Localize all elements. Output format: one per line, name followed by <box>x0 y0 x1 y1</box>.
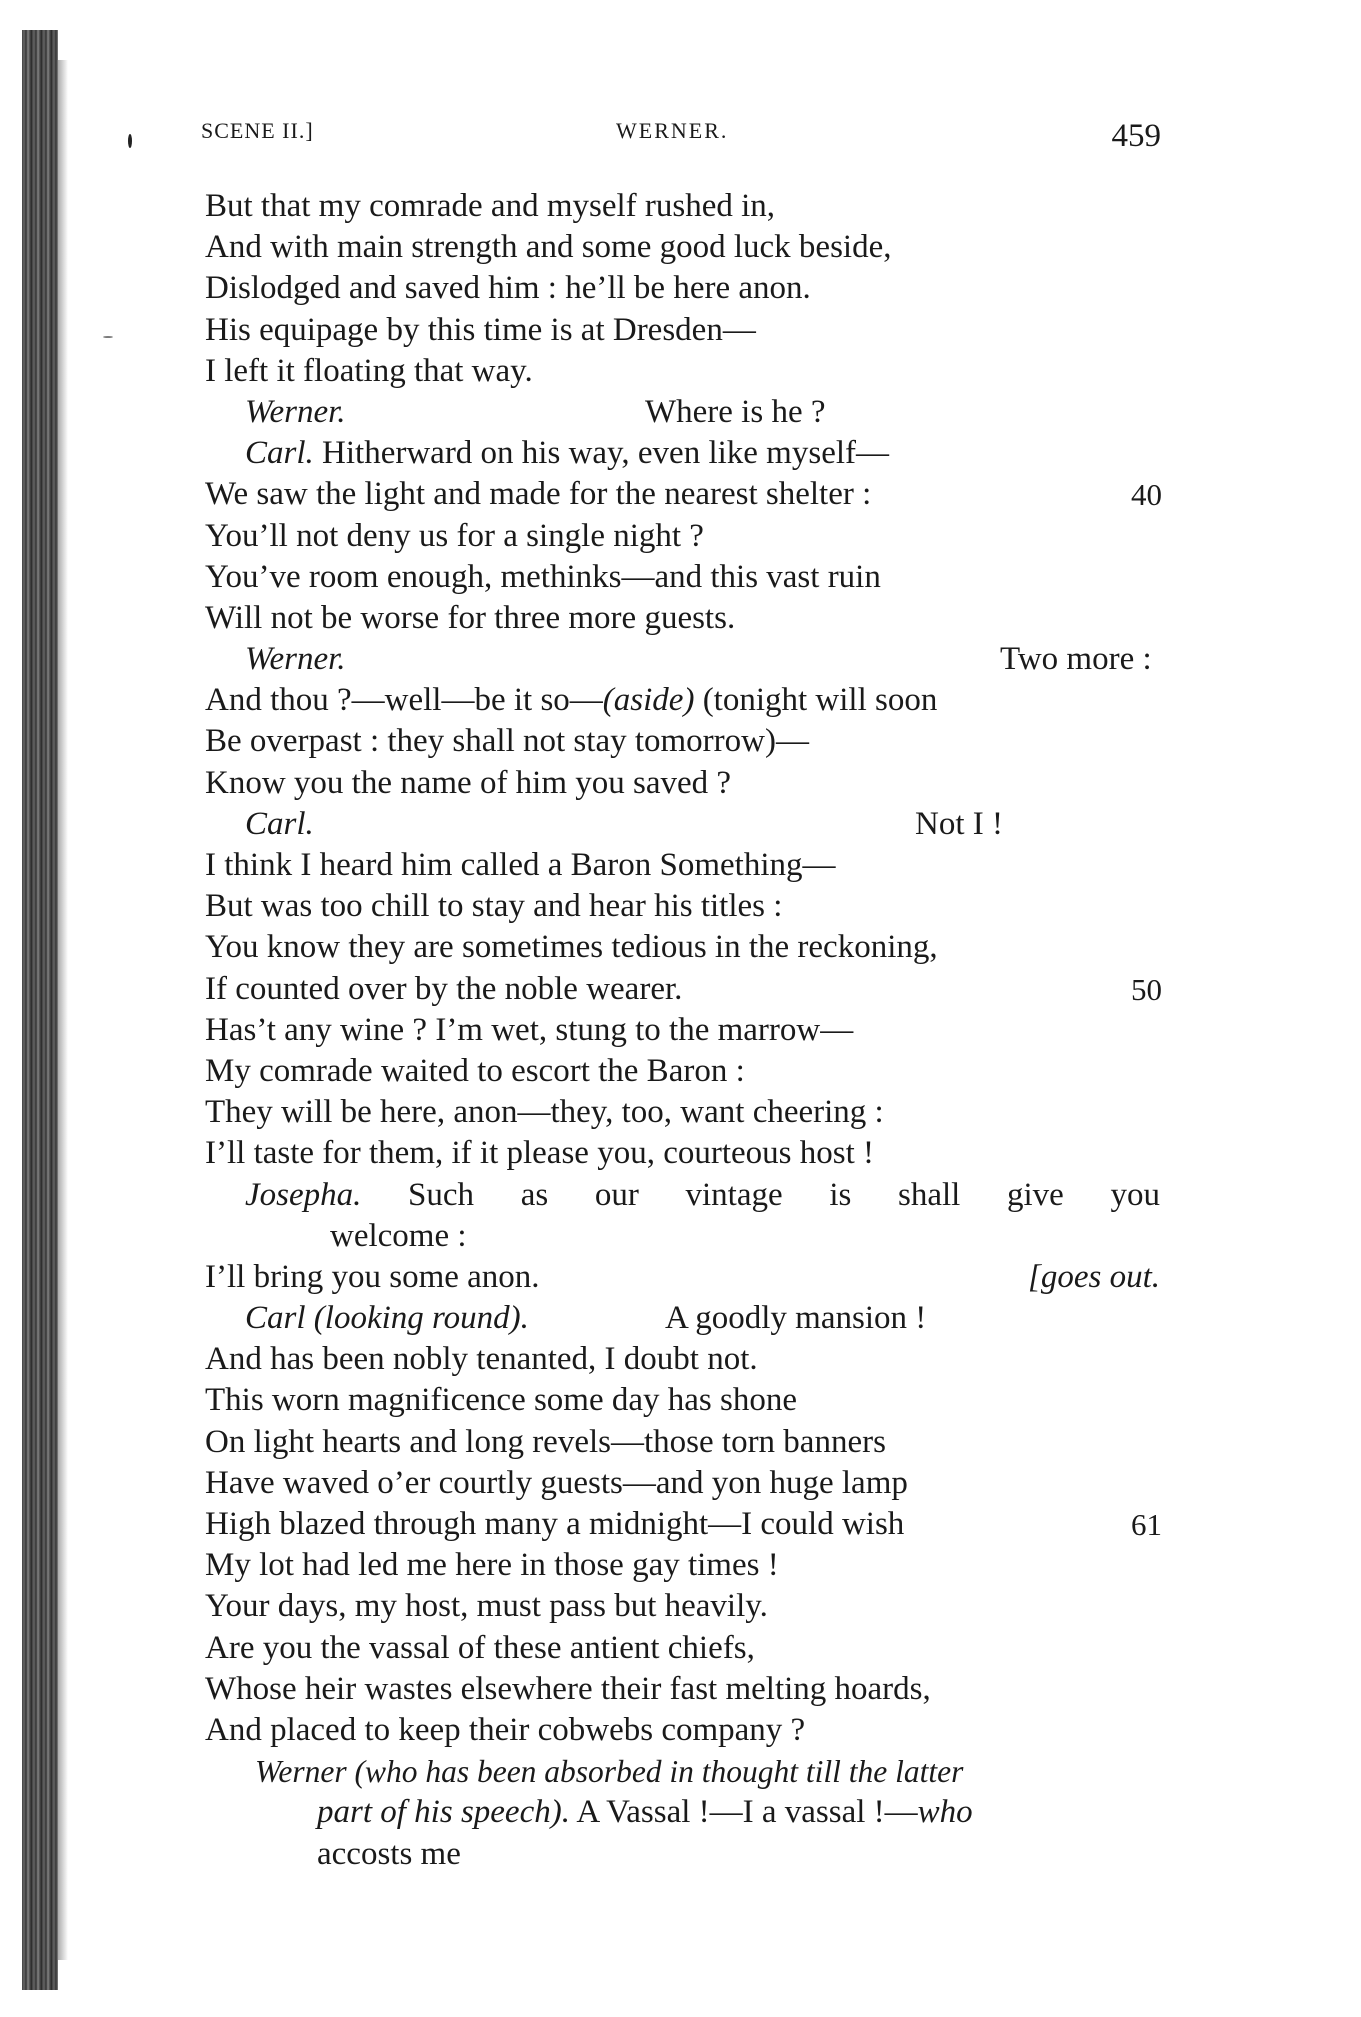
speech-line <box>205 392 1160 433</box>
verse-line: Whose heir wastes elsewhere their fast melting hoards, <box>205 1670 931 1707</box>
line-text: Hitherward on his way, even like myself— <box>322 435 889 472</box>
verse-line: My comrade waited to escort the Baron : <box>205 1052 745 1089</box>
word: you <box>1110 1176 1160 1213</box>
verse-line: Has’t any wine ? I’m wet, stung to the marrow— <box>205 1011 854 1048</box>
speech-line <box>205 1751 1160 1792</box>
page-number: 459 <box>1111 118 1161 154</box>
verse-line: Be overpast : they shall not stay tomorrow)— <box>205 723 809 760</box>
line-text: And thou ?—well—be it so— <box>205 682 603 719</box>
verse-line: My lot had led me here in those gay times ! <box>205 1547 779 1584</box>
verse-line <box>205 1257 1160 1298</box>
verse-line: Have waved o’er courtly guests—and yon huge lamp <box>205 1464 908 1501</box>
speaker-name: Werner. <box>245 393 346 430</box>
verse-line: His equipage by this time is at Dresden— <box>205 311 756 348</box>
verse-line: Know you the name of him you saved ? <box>205 764 732 801</box>
play-title: WERNER. <box>616 118 729 143</box>
stage-direction: [goes out. <box>1028 1258 1160 1295</box>
verse-line: You’ve room enough, methinks—and this vast ruin <box>205 558 881 595</box>
verse-line: You know they are sometimes tedious in the reckoning, <box>205 929 938 966</box>
verse-line <box>205 680 1160 721</box>
stage-direction: (who has been absorbed in thought till the latter <box>354 1754 964 1790</box>
speech-line <box>205 1298 1160 1339</box>
speech-line <box>205 639 1160 680</box>
line-text: (tonight will soon <box>694 682 938 719</box>
verse-line: But that my comrade and myself rushed in, <box>205 188 776 224</box>
verse-line: Your days, my host, must pass but heavily. <box>205 1588 768 1625</box>
verse-line: This worn magnificence some day has shone <box>205 1382 798 1419</box>
verse-line: Dislodged and saved him : he’ll be here anon. <box>205 270 811 307</box>
verse-line: welcome : <box>330 1217 467 1254</box>
word: as <box>520 1176 549 1213</box>
line-text: A Vassal !—I a vassal !— <box>569 1794 918 1831</box>
speaker-name: Carl <box>245 1300 306 1337</box>
stage-direction: who <box>917 1794 973 1831</box>
line-text: We saw the light and made for the nearest shelter : <box>205 476 872 513</box>
word: is <box>829 1176 852 1213</box>
scene-label: SCENE II.] <box>201 118 314 143</box>
verse-line: And with main strength and some good luck beside, <box>205 229 892 266</box>
word: vintage <box>685 1176 783 1213</box>
book-binding-shadow <box>22 30 58 1990</box>
stage-direction: (aside) <box>602 682 695 719</box>
verse-line: accosts me <box>317 1835 461 1872</box>
line-number: 61 <box>1131 1507 1162 1542</box>
line-text: High blazed through many a midnight—I could wish <box>205 1506 905 1542</box>
verse-line: They will be here, anon—they, too, want cheering : <box>205 1094 884 1131</box>
line-text: Where is he ? <box>645 393 826 430</box>
speech-line <box>205 804 1160 845</box>
stage-direction: part of his speech). <box>317 1794 570 1831</box>
line-text: Not I ! <box>915 805 1003 842</box>
verse-line: But was too chill to stay and hear his titles : <box>205 888 783 925</box>
verse-line: And placed to keep their cobwebs company ? <box>205 1711 806 1748</box>
speaker-name: Josepha. <box>245 1176 362 1213</box>
word: give <box>1006 1176 1064 1213</box>
verse-line: Will not be worse for three more guests. <box>205 599 736 636</box>
verse-line: Are you the vassal of these antient chiefs, <box>205 1629 755 1666</box>
verse-line: I left it floating that way. <box>205 352 533 389</box>
verse-line: I’ll taste for them, if it please you, courteous host ! <box>205 1135 874 1172</box>
stage-direction: (looking round). <box>313 1300 529 1337</box>
line-text: If counted over by the noble wearer. <box>205 970 683 1007</box>
speech-line <box>205 433 1160 474</box>
verse-line: I think I heard him called a Baron Something— <box>205 847 836 883</box>
ink-speck <box>103 336 113 338</box>
speaker-name: Carl. <box>245 435 314 472</box>
line-text: Two more : <box>1000 641 1152 678</box>
verse-line <box>205 969 1160 1010</box>
verse-line <box>205 474 1160 515</box>
running-header <box>201 118 1161 158</box>
word: Such <box>408 1176 475 1213</box>
speech-line <box>205 1175 1160 1216</box>
speaker-name: Werner <box>255 1754 347 1790</box>
line-text: A goodly mansion ! <box>665 1300 927 1337</box>
line-text: I’ll bring you some anon. <box>205 1258 540 1295</box>
speaker-name: Werner. <box>245 641 346 678</box>
speaker-name: Carl. <box>245 805 314 842</box>
verse-line: You’ll not deny us for a single night ? <box>205 517 704 554</box>
ink-speck <box>128 134 132 148</box>
verse-text <box>205 186 1160 1875</box>
verse-line <box>205 1504 1160 1545</box>
word: our <box>594 1176 639 1213</box>
line-number: 50 <box>1131 971 1162 1007</box>
verse-line: On light hearts and long revels—those torn banners <box>205 1423 886 1460</box>
binding-edge <box>58 60 68 1960</box>
verse-line: And has been nobly tenanted, I doubt not. <box>205 1341 758 1378</box>
word: shall <box>897 1176 961 1213</box>
line-number: 40 <box>1131 477 1162 513</box>
speech-line <box>205 1792 1160 1833</box>
